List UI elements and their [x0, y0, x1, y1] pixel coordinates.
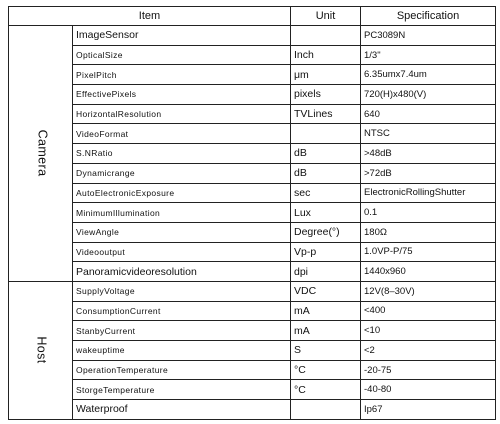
unit-cell: mA	[291, 301, 361, 321]
item-cell: EffectivePixels	[73, 85, 291, 105]
spec-table-body	[9, 26, 496, 420]
item-cell: MinimumIllumination	[73, 203, 291, 223]
table-row	[9, 45, 496, 65]
item-cell: StanbyCurrent	[73, 321, 291, 341]
item-cell: HorizontalResolution	[73, 104, 291, 124]
table-row	[9, 222, 496, 242]
item-cell: ImageSensor	[73, 26, 291, 46]
item-cell: SupplyVoltage	[73, 281, 291, 301]
unit-cell: μm	[291, 65, 361, 85]
item-cell: ViewAngle	[73, 222, 291, 242]
table-row	[9, 400, 496, 420]
spec-cell: 1/3"	[361, 45, 496, 65]
unit-cell: °C	[291, 380, 361, 400]
unit-cell: Vp-p	[291, 242, 361, 262]
unit-cell: °C	[291, 360, 361, 380]
group-label-cell	[9, 281, 73, 419]
spec-cell: 720(H)x480(V)	[361, 85, 496, 105]
item-cell: PixelPitch	[73, 65, 291, 85]
table-row	[9, 144, 496, 164]
group-label: Camera	[34, 130, 49, 177]
spec-cell: <10	[361, 321, 496, 341]
table-row	[9, 104, 496, 124]
spec-table	[8, 6, 496, 420]
table-row	[9, 321, 496, 341]
spec-cell: NTSC	[361, 124, 496, 144]
header-row	[9, 7, 496, 26]
item-column-header: Item	[9, 7, 291, 26]
unit-cell: sec	[291, 183, 361, 203]
item-cell: ConsumptionCurrent	[73, 301, 291, 321]
table-row	[9, 183, 496, 203]
item-cell: OpticalSize	[73, 45, 291, 65]
spec-cell: 1.0VP-P/75	[361, 242, 496, 262]
unit-cell: VDC	[291, 281, 361, 301]
table-row	[9, 203, 496, 223]
item-cell: Dynamicrange	[73, 163, 291, 183]
unit-cell: TVLines	[291, 104, 361, 124]
table-row	[9, 262, 496, 282]
item-cell: Videooutput	[73, 242, 291, 262]
spec-cell: >72dB	[361, 163, 496, 183]
unit-cell: Inch	[291, 45, 361, 65]
table-row	[9, 281, 496, 301]
item-cell: StorgeTemperature	[73, 380, 291, 400]
unit-cell: mA	[291, 321, 361, 341]
item-cell: Waterproof	[73, 400, 291, 420]
spec-cell: <2	[361, 341, 496, 361]
unit-cell	[291, 400, 361, 420]
unit-cell	[291, 124, 361, 144]
spec-cell: -20-75	[361, 360, 496, 380]
table-row	[9, 163, 496, 183]
spec-cell: 640	[361, 104, 496, 124]
item-cell: Panoramicvideoresolution	[73, 262, 291, 282]
spec-cell: 1440x960	[361, 262, 496, 282]
table-row	[9, 341, 496, 361]
spec-cell: Ip67	[361, 400, 496, 420]
spec-cell: 6.35umx7.4um	[361, 65, 496, 85]
group-label: Host	[35, 336, 49, 364]
unit-cell: dpi	[291, 262, 361, 282]
spec-cell: 180Ω	[361, 222, 496, 242]
spec-cell: -40-80	[361, 380, 496, 400]
item-cell: S.NRatio	[73, 144, 291, 164]
spec-cell: ElectronicRollingShutter	[361, 183, 496, 203]
item-cell: VideoFormat	[73, 124, 291, 144]
spec-cell: 12V(8–30V)	[361, 281, 496, 301]
spec-cell: <400	[361, 301, 496, 321]
spec-cell: PC3089N	[361, 26, 496, 46]
table-row	[9, 26, 496, 46]
unit-cell: S	[291, 341, 361, 361]
item-cell: AutoElectronicExposure	[73, 183, 291, 203]
unit-column-header: Unit	[291, 7, 361, 26]
table-row	[9, 301, 496, 321]
group-label-cell	[9, 26, 73, 282]
table-row	[9, 124, 496, 144]
unit-cell: Lux	[291, 203, 361, 223]
specification-column-header: Specification	[361, 7, 496, 26]
table-row	[9, 380, 496, 400]
unit-cell: dB	[291, 144, 361, 164]
spec-cell: >48dB	[361, 144, 496, 164]
unit-cell	[291, 26, 361, 46]
item-cell: wakeuptime	[73, 341, 291, 361]
table-row	[9, 65, 496, 85]
table-row	[9, 242, 496, 262]
unit-cell: dB	[291, 163, 361, 183]
spec-cell: 0.1	[361, 203, 496, 223]
table-row	[9, 360, 496, 380]
item-cell: OperationTemperature	[73, 360, 291, 380]
unit-cell: pixels	[291, 85, 361, 105]
unit-cell: Degree(°)	[291, 222, 361, 242]
table-row	[9, 85, 496, 105]
